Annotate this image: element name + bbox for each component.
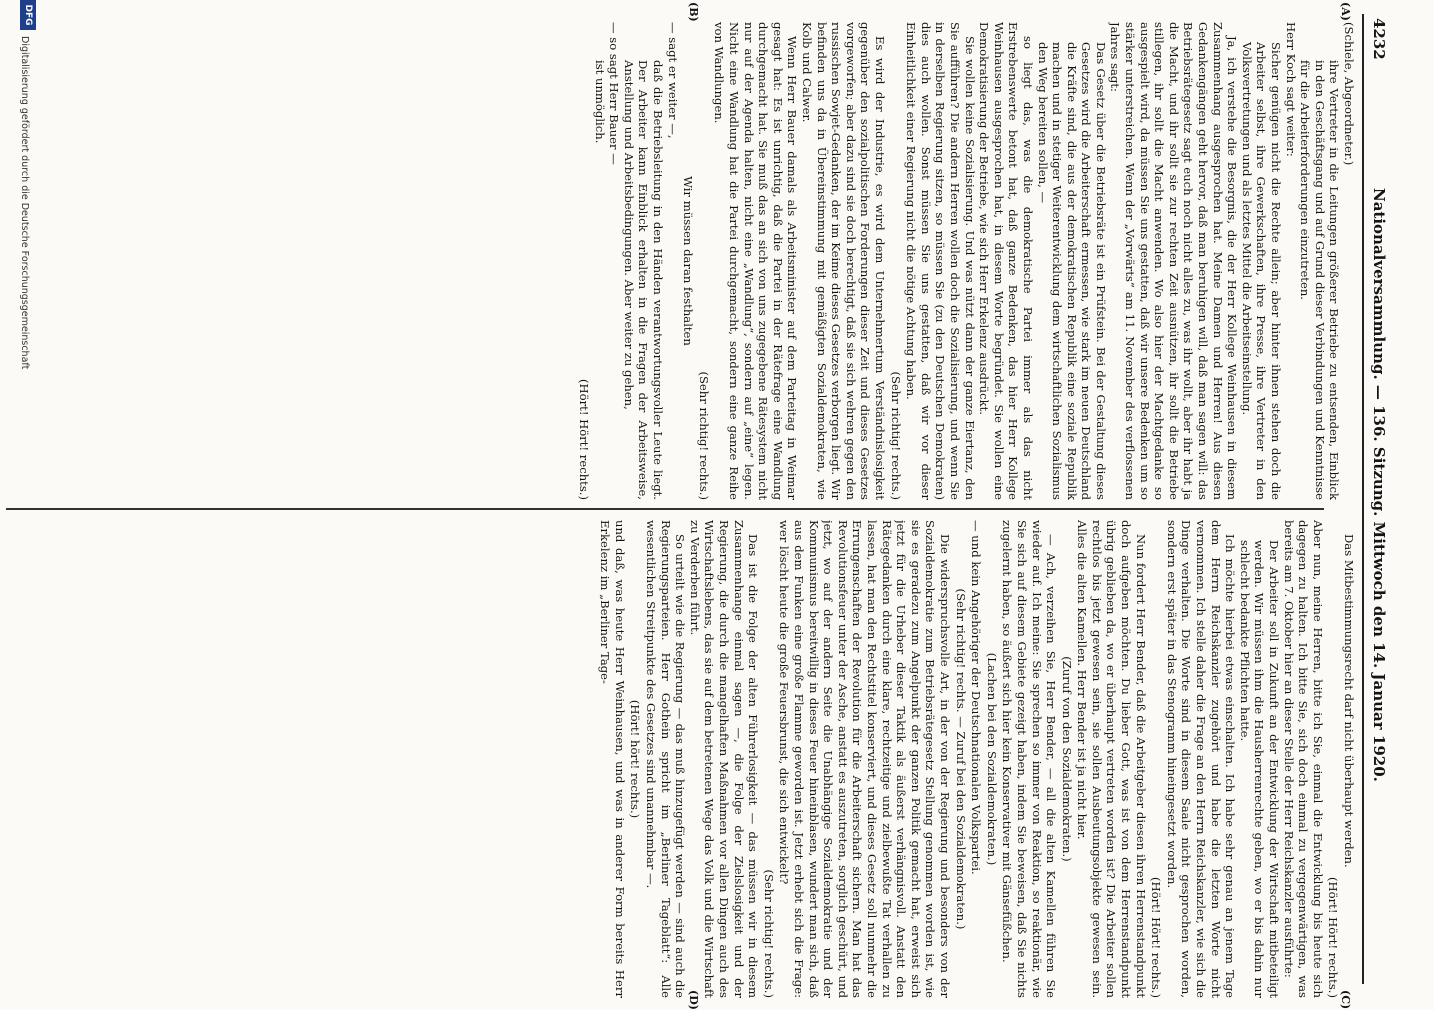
paragraph: (Sehr richtig! rechts.) xyxy=(696,371,711,500)
left-text-column xyxy=(6,22,1356,500)
paragraph: (Zuruf von den Sozialdemokraten.) xyxy=(1059,656,1074,862)
paragraph: Ja, ich verstehe die Besorgnis, die der Herr Kollege Weinhausen in diesem Zusammenhang ausgesprochen hat. Meine Damen und Herren! Aus diesen Gedankengängen geht hervor, daß man beruhigen will, daß man sagen will: das Betriebsrätegesetz sagt euch noch nicht alles zu, was ihr wollt, aber ihr habt ja die Macht, und ihr sollt sie zur rechten Zeit ausnützen, ihr sollt die Betriebe stillegen, ihr sollt die Macht anwenden. Wo also hier der Machtgedanke so ausgespielt wird, da müssen Sie uns gestatten, daß wir unsere Bedenken um so stärker unterstreichen. Wenn der „Vorwärts“ am 11. November des verflossenen Jahres sagt: xyxy=(1108,22,1240,500)
paragraph: Es wird der Industrie, es wird dem Unternehmertum Verständnislosigkeit gegenüber den sozialpolitischen Forderungen dieser Zeit und dieses Gesetzes vorgeworfen; aber dazu sind sie doch berechtigt, daß sie sich wehren gegen den russischen Sowjet-Gedanken, der im Keime dieses Gesetzes verborgen liegt. Wir befinden uns da in Übereinstimmung mit gemäßigten Sozialdemokraten, wie Kolb und Calwer. xyxy=(800,22,887,500)
paragraph: so liegt das, was die demokratische Partei immer als das nicht Erstrebenswerte betont hat, daß ganze Bedenken, das hier Herr Kollege Weinhausen ausgesprochen hat, in diesem Worte begründet. Sie wollen eine Demokratisierung der Betriebe, wie sich Herr Erkelenz ausdrückt. xyxy=(977,22,1035,500)
paragraph: Herr Koch sagt weiter: xyxy=(1283,22,1298,157)
page-title: Nationalversammlung. — 136. Sitzung. Mittwoch den 14. Januar 1920. xyxy=(1370,188,1388,782)
paragraph: Wir müssen daran festhalten xyxy=(681,176,696,346)
paragraph: (Hört! hört! rechts.) xyxy=(628,699,643,819)
margin-marker-c: (C) xyxy=(1339,990,1352,1010)
margin-marker-d: (D) xyxy=(687,990,700,1010)
paragraph: (Hört! Hört! rechts.) xyxy=(1149,877,1164,998)
paragraph: (Sehr richtig! rechts. — Zuruf bei den Sozialdemokraten.) xyxy=(953,588,968,930)
paragraph: — Ach, verzeihen Sie, Herr Bender, — all die alten Kamellen führen Sie wieder auf. Ich meine: Sie sprechen so immer von Reaktion, so reaktionär, wie Sie sich auf diesem Gebiete gezeigt haben, indem Sie beweisen, daß Sie nichts zugelernt haben, so äußert sich hier kein Konservativer mit Gänsefüßchen. xyxy=(1000,520,1059,998)
digitization-note: Digitalisierung gefördert durch die Deutsche Forschungsgemeinschaft xyxy=(19,36,30,370)
paragraph: Ich möchte hierbei etwas einschalten. Ich habe sehr genau an jenem Tage dem Herrn Reichskanzler zugehört und habe die letzten Worte nicht vernommen. Ich stelle daher die Frage an den Herrn Reichskanzler, wie sich die Dinge verhalten. Die Worte sind in diesem Saale nicht gesprochen worden, sondern erst später in das Stenogramm hineingesetzt worden. xyxy=(1164,520,1238,998)
page-number: 4232 xyxy=(1370,18,1388,60)
paragraph: Das Mitbestimmungsrecht darf nicht überhaupt werden. xyxy=(1342,534,1356,868)
paragraph: (Lachen bei den Sozialdemokraten.) xyxy=(984,652,999,866)
paragraph: — so sagt Herr Bauer — xyxy=(607,22,622,165)
paragraph: Das ist die Folge der alten Führerlosigkeit — das müssen wir in diesem Zusammenhange einmal sagen —, die Folge der Zielslosigkeit und der Regierung, die durch die mangelhaften Maßnahmen vor allen Dingen auch des Wirtschaftslebens, das sie auf dem betretenen Wege das Volk und die Wirtschaft zu Verderben führt. xyxy=(687,520,761,998)
paragraph: Der Arbeiter soll in Zukunft an der Entwicklung der Wirtschaft mitbeteiligt werden. Wir müssen ihm die Hausherrenrechte geben, wo er bis dahin nur schlecht bedankte Pflichten hatte. xyxy=(1237,540,1282,998)
paragraph: daß die Betriebsleitung in den Händen verantwortungsvoller Leute liegt. Der Arbeiter kann Einblick erhalten in die Fragen der Arbeitsweise, Anstellung und Arbeitsbedingungen. Aber weiter zu gehen, xyxy=(621,60,666,500)
dfg-logo: DFG xyxy=(20,0,36,30)
paragraph: Das Gesetz über die Betriebsräte ist ein Prüfstein. Bei der Gestaltung dieses Gesetzes wird die Arbeiterschaft ermessen, wie stark im neuen Deutschland die Kräfte sind, die aus der demokratischen Republik eine soziale Republik machen und in stetiger Weiterentwicklung dem wirtschaftlichen Sozialismus den Weg bereiten sollen, — xyxy=(1035,42,1108,500)
paragraph: (Sehr richtig! rechts.) xyxy=(888,371,903,500)
column-divider xyxy=(6,508,1324,510)
paragraph: So urteilt wie die Regierung — das muß hinzugefügt werden — sind auch die Regierungsparteien. Herr Gothein spricht im „Berliner Tageblatt“: Alle wesentlichen Streitpunkte des Gesetzes sind unannehmbar —. xyxy=(644,520,688,998)
paragraph: (Schiele, Abgeordneter.) xyxy=(1342,22,1356,166)
paragraph: — sagt er weiter —, xyxy=(665,22,680,139)
paragraph: Aber nun, meine Herren, bitte ich Sie, einmal die Entwicklung bis heute sich dagegen zu halten. Ich bitte Sie, sich doch einmal zu vergegenwärtigen, was bereits am 7. Oktober hier an dieser Stelle der Herr Reichskanzler ausführte: xyxy=(1281,520,1325,998)
paragraph: Wenn Herr Bauer damals als Arbeitsminister auf dem Parteitag in Weimar gesagt hat: Es ist unrichtig, daß die Partei in der Rätefrage eine Wandlung durchgemacht hat. Sie muß das an sich von uns zugegebene Rätesystem nicht nur auf der Agenda halten, nicht eine „Wandlung“, sondern auf „eine“ legen. Nicht eine Wandlung hat die Partei durchgemacht, sondern eine ganze Reihe von Wandlungen. xyxy=(712,22,800,500)
right-text-column xyxy=(6,520,1356,998)
paragraph: ist unmöglich. xyxy=(592,60,607,144)
paragraph: Sie wollen keine Sozialisierung. Und was nützt dann der ganze Eiertanz, den Sie aufführen? Die andern Herren wollen doch die Sozialisierung, und wenn Sie in derselben Regierung sitzen, so müssen Sie (zu den Deutschen Demokraten) dies auch wollen. Sonst müssen Sie uns gestatten, daß wir vor dieser Einheitlichkeit einer Regierung nicht die nötige Achtung haben. xyxy=(904,22,977,500)
paragraph: Sicher genügen nicht die Rechte allein; aber hinter ihnen stehen doch die Arbeiter selbst, ihre Gewerkschaften, ihre Presse, ihre Vertreter in den Volksvertretungen und als letztes Mittel die Arbeitseinstellung. xyxy=(1239,42,1284,500)
paragraph: Die widerspruchsvolle Art, in der von der Regierung und besonders von der Sozialdemokratie zum Betriebsrätegesetz Stellung genommen worden ist, wie sie es geradezu zum Angelpunkt der ganzen Politik gemacht hat, erweist sich jetzt für die Urheber dieser Taktik als äußerst verhängnisvoll. Anstatt den Rätegedanken durch eine klare, rechtzeitige und zielbewußte Tat verhallen zu lassen, hat man den Rechtstitel konserviert, und dieses Gesetz soll nunmehr die Errungenschaften der Revolution für die Arbeiterschaft sichern. Man hat das Revolutionsfeuer unter der Asche, anstatt es auszutreten, sorglich geschürt, und jetzt, wo auf der andern Seite die Unabhängige Sozialdemokratie und der Kommunismus bereitwillig in dieses Feuer hineinblasen, wundert man sich, daß aus dem Funken eine große Flamme geworden ist. Jetzt erhebt sich die Frage: wer löscht heute die große Feuersbrunst, die sich entwickelt? xyxy=(777,520,952,998)
margin-marker-a: (A) xyxy=(1339,2,1352,21)
paragraph: und daß, was heute Herr Weinhausen, und was in anderer Form bereits Herr Erkelenz im „Berliner Tage- xyxy=(598,520,627,998)
paragraph: (Hört! Hört! rechts.) xyxy=(577,379,592,500)
margin-marker-b: (B) xyxy=(687,2,700,22)
header-rule xyxy=(1362,14,1364,984)
paragraph: (Sehr richtig! rechts.) xyxy=(761,869,776,998)
paragraph: (Hört! Hört! rechts.) xyxy=(1326,877,1341,998)
paragraph: ihre Vertreter in die Leitungen größerer Betriebe zu entsenden, Einblick in den Geschäftsgang und auf Grund dieser Verbindungen und Kenntnisse für die Arbeiterforderungen einzutreten. xyxy=(1298,60,1342,500)
page-header xyxy=(1364,18,1390,978)
paragraph: — und kein Angehöriger der Deutschnationalen Volkspartei. xyxy=(969,520,984,875)
paragraph: Nun fordert Herr Bender, daß die Arbeitgeber diesen ihren Herrenstandpunkt doch aufgeben möchten. Du lieber Gott, was ist von dem Herrenstandpunkt übrig geblieben da, wo er überhaupt vertreten worden ist? Die Arbeiter sollen rechtlos bis jetzt gewesen sein, sie sollen Ausbeutungsobjekte gewesen sein. Alles die alten Kamellen. Herr Bender ist ja nicht hier. xyxy=(1075,520,1148,998)
